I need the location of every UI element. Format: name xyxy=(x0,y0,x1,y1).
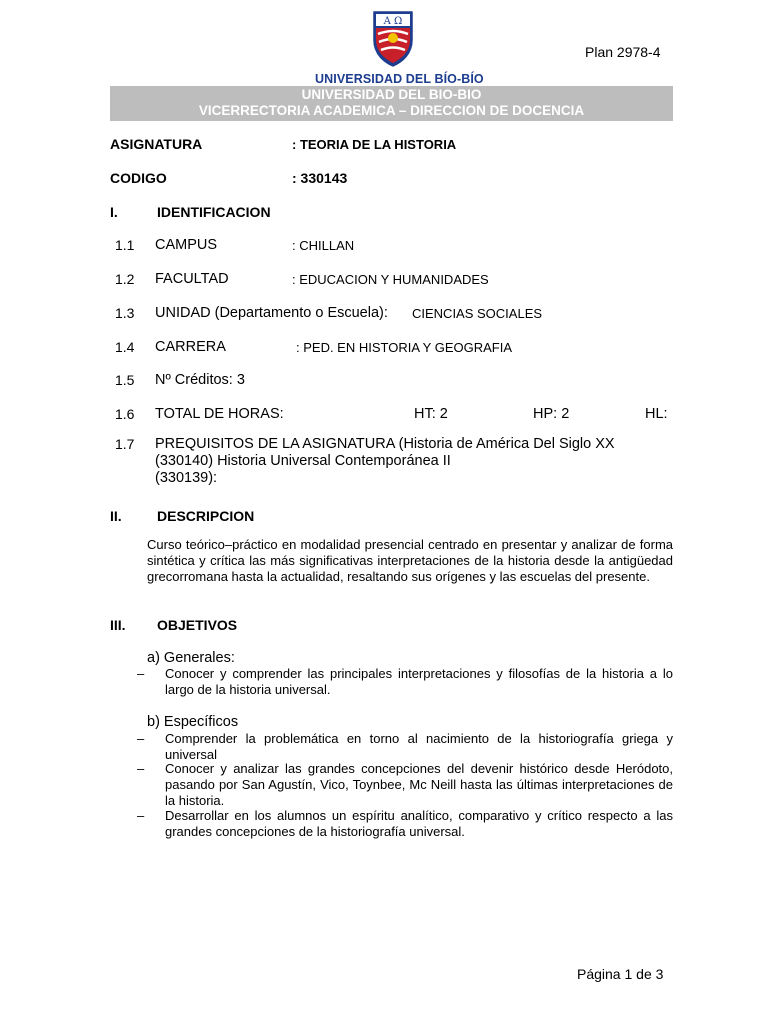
especificos-title: b) Específicos xyxy=(147,714,239,730)
item-1-5-number: 1.5 xyxy=(115,372,135,388)
item-1-2-number: 1.2 xyxy=(115,271,135,287)
item-1-4-number: 1.4 xyxy=(115,339,135,355)
bullet-dash: – xyxy=(137,808,145,823)
prerequisitos-line-2: (330140) Historia Universal Contemporánea II xyxy=(155,453,451,469)
section1-number: I. xyxy=(110,204,118,220)
item-1-7-number: 1.7 xyxy=(115,436,135,452)
hp-value: HP: 2 xyxy=(533,406,570,422)
campus-value: : CHILLAN xyxy=(292,238,355,253)
university-crest-icon xyxy=(370,10,416,68)
campus-label: CAMPUS xyxy=(155,237,218,253)
prerequisitos-line-3: (330139): xyxy=(155,470,218,486)
section2-number: II. xyxy=(110,508,122,524)
bullet-dash: – xyxy=(137,666,145,681)
asignatura-value: : TEORIA DE LA HISTORIA xyxy=(292,137,457,152)
section3-title: OBJETIVOS xyxy=(157,617,238,633)
section1-title: IDENTIFICACION xyxy=(157,204,271,220)
section3-number: III. xyxy=(110,617,126,633)
especificos-item-3: Desarrollar en los alumnos un espíritu analítico, comparativo y crítico respecto a las grandes concepciones de la historiografía universal. xyxy=(165,808,673,839)
header-banner xyxy=(110,86,673,121)
total-horas-label: TOTAL DE HORAS: xyxy=(155,406,284,422)
creditos-label: Nº Créditos: 3 xyxy=(155,372,245,388)
facultad-label: FACULTAD xyxy=(155,271,229,287)
university-logo-text: UNIVERSIDAD DEL BÍO-BÍO xyxy=(315,72,484,86)
item-1-6-number: 1.6 xyxy=(115,406,135,422)
plan-number: Plan 2978-4 xyxy=(585,44,661,60)
banner-university: UNIVERSIDAD DEL BIO-BIO xyxy=(301,87,482,102)
descripcion-paragraph: Curso teórico–práctico en modalidad presencial centrado en presentar y analizar de forma sintética y crítica las más significativas interpretaciones de la historia desde la antigüedad grecorromana hasta la actualidad, resaltando sus orígenes y las escuelas del presente. xyxy=(147,537,673,584)
especificos-item-1: Comprender la problemática en torno al nacimiento de la historiografía griega y universal xyxy=(165,731,673,762)
bullet-dash: – xyxy=(137,731,145,746)
especificos-item-2: Conocer y analizar las grandes concepciones del devenir histórico desde Heródoto, pasando por San Agustín, Vico, Toynbee, Mc Neill hasta las últimas interpretaciones de la historia. xyxy=(165,761,673,808)
unidad-value: CIENCIAS SOCIALES xyxy=(412,306,543,321)
page-number: Página 1 de 3 xyxy=(577,966,664,982)
unidad-label: UNIDAD (Departamento o Escuela): xyxy=(155,305,388,321)
bullet-dash: – xyxy=(137,761,145,776)
hl-value: HL: xyxy=(645,406,668,422)
generales-item-1: Conocer y comprender las principales interpretaciones y filosofías de la historia a lo largo de la historia universal. xyxy=(165,666,673,697)
section2-title: DESCRIPCION xyxy=(157,508,255,524)
generales-title: a) Generales: xyxy=(147,650,235,666)
ht-value: HT: 2 xyxy=(414,406,448,422)
banner-department: VICERRECTORIA ACADEMICA – DIRECCION DE DOCENCIA xyxy=(198,103,585,118)
codigo-value: : 330143 xyxy=(292,170,348,186)
prerequisitos-line-1: PREQUISITOS DE LA ASIGNATURA (Historia de América Del Siglo XX xyxy=(155,436,615,452)
carrera-label: CARRERA xyxy=(155,339,226,355)
asignatura-label: ASIGNATURA xyxy=(110,136,203,152)
carrera-value: : PED. EN HISTORIA Y GEOGRAFIA xyxy=(296,340,513,355)
item-1-3-number: 1.3 xyxy=(115,305,135,321)
facultad-value: : EDUCACION Y HUMANIDADES xyxy=(292,272,489,287)
svg-text:A Ω: A Ω xyxy=(383,16,403,27)
item-1-1-number: 1.1 xyxy=(115,237,135,253)
codigo-label: CODIGO xyxy=(110,170,167,186)
